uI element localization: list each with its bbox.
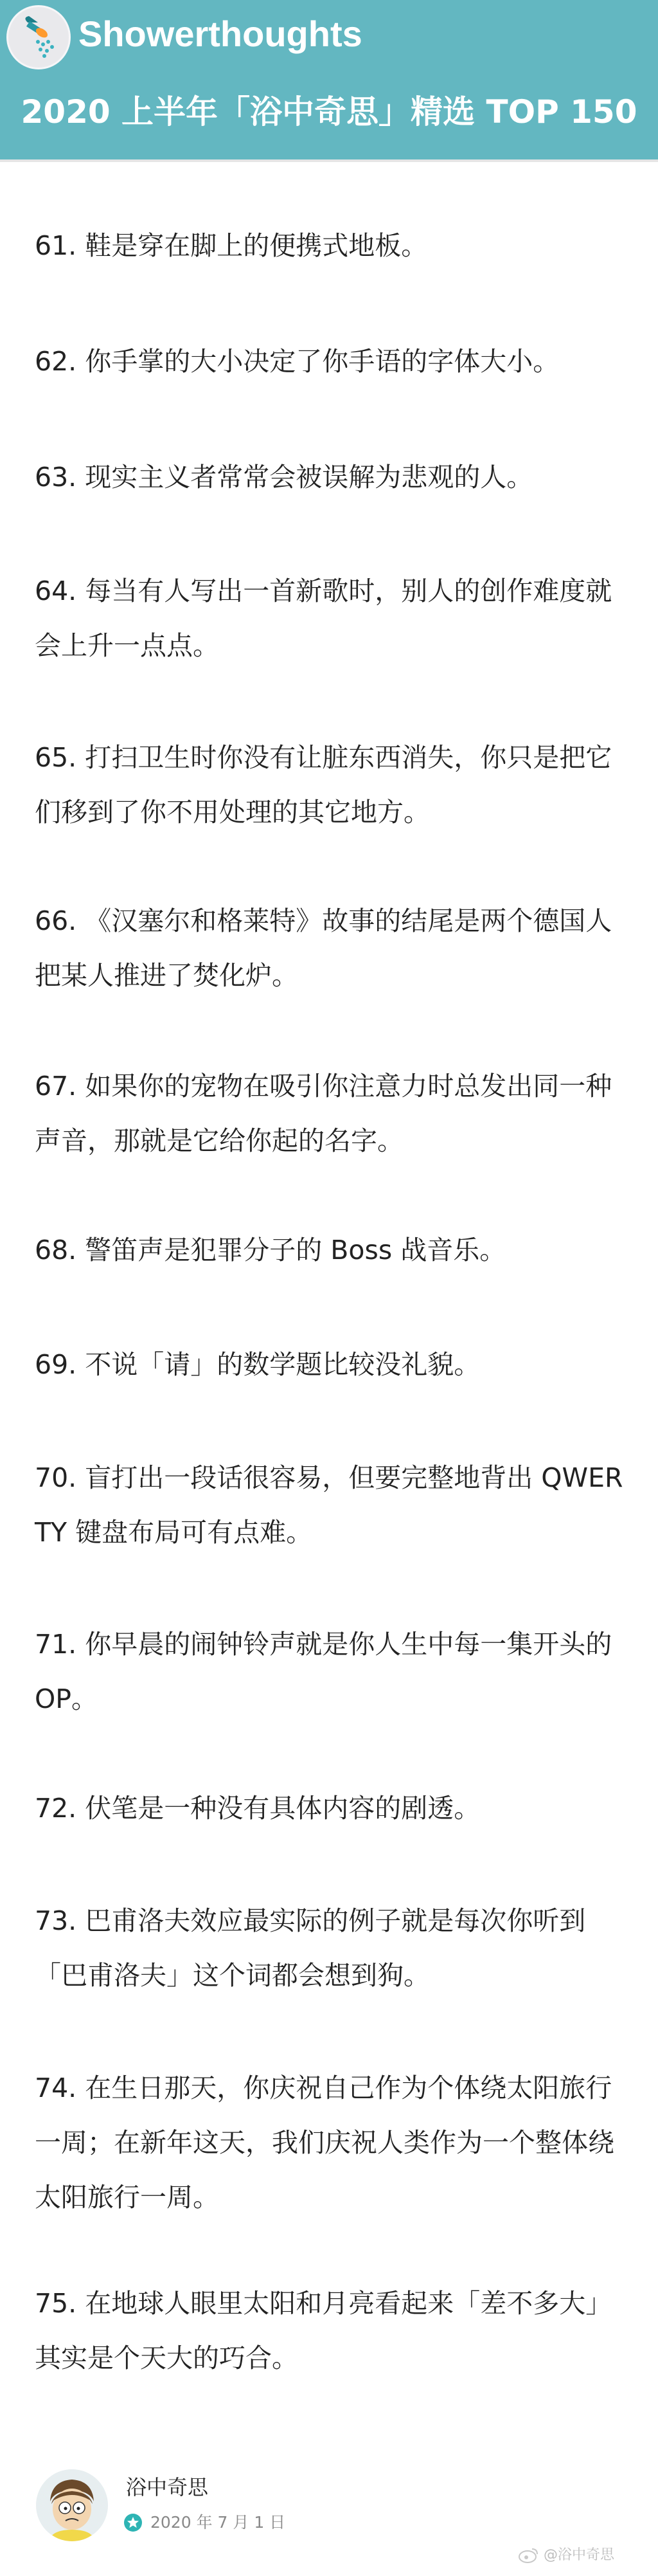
post-date: 2020 年 7 月 1 日: [150, 2513, 286, 2532]
list-item: 68. 警笛声是犯罪分子的 Boss 战音乐。: [35, 1235, 506, 1265]
list-item: 67. 如果你的宠物在吸引你注意力时总发出同一种声音，那就是它给你起的名字。: [35, 1071, 612, 1156]
cartoon-avatar-icon: [36, 2469, 108, 2541]
brand-row: [0, 0, 658, 77]
list-item: 75. 在地球人眼里太阳和月亮看起来「差不多大」其实是个天大的巧合。: [35, 2288, 612, 2373]
list-item: 74. 在生日那天，你庆祝自己作为个体绕太阳旅行一周；在新年这天，我们庆祝人类作为一个整体绕太阳旅行一周。: [35, 2073, 614, 2213]
verified-badge-icon: [123, 2513, 143, 2532]
list-item: 72. 伏笔是一种没有具体内容的剧透。: [35, 1793, 481, 1824]
author-name[interactable]: 浴中奇思: [126, 2475, 209, 2499]
list-item: 65. 打扫卫生时你没有让脏东西消失，你只是把它们移到了你不用处理的其它地方。: [35, 742, 612, 828]
list-item: 66. 《汉塞尔和格莱特》故事的结尾是两个德国人把某人推进了焚化炉。: [35, 905, 612, 991]
weibo-icon: [518, 2546, 540, 2563]
list-item: 62. 你手掌的大小决定了你手语的字体大小。: [35, 346, 560, 377]
shower-head-icon: [6, 5, 71, 69]
brand-name: Showerthoughts: [78, 14, 362, 54]
list-item: 64. 每当有人写出一首新歌时，别人的创作难度就会上升一点点。: [35, 576, 612, 661]
list-item: 73. 巴甫洛夫效应最实际的例子就是每次你听到「巴甫洛夫」这个词都会想到狗。: [35, 1905, 586, 1991]
list-item: 63. 现实主义者常常会被误解为悲观的人。: [35, 462, 533, 493]
list-item: 61. 鞋是穿在脚上的便携式地板。: [35, 230, 428, 261]
watermark: @浴中奇思: [544, 2547, 615, 2563]
list-item: 69. 不说「请」的数学题比较没礼貌。: [35, 1349, 481, 1380]
page-title: 2020 上半年「浴中奇思」精选 TOP 150: [21, 93, 637, 131]
list-item: 70. 盲打出一段话很容易，但要完整地背出 QWERTY 键盘布局可有点难。: [35, 1462, 623, 1548]
header-banner: [0, 0, 658, 159]
list-item: 71. 你早晨的闹钟铃声就是你人生中每一集开头的 OP。: [35, 1629, 612, 1714]
